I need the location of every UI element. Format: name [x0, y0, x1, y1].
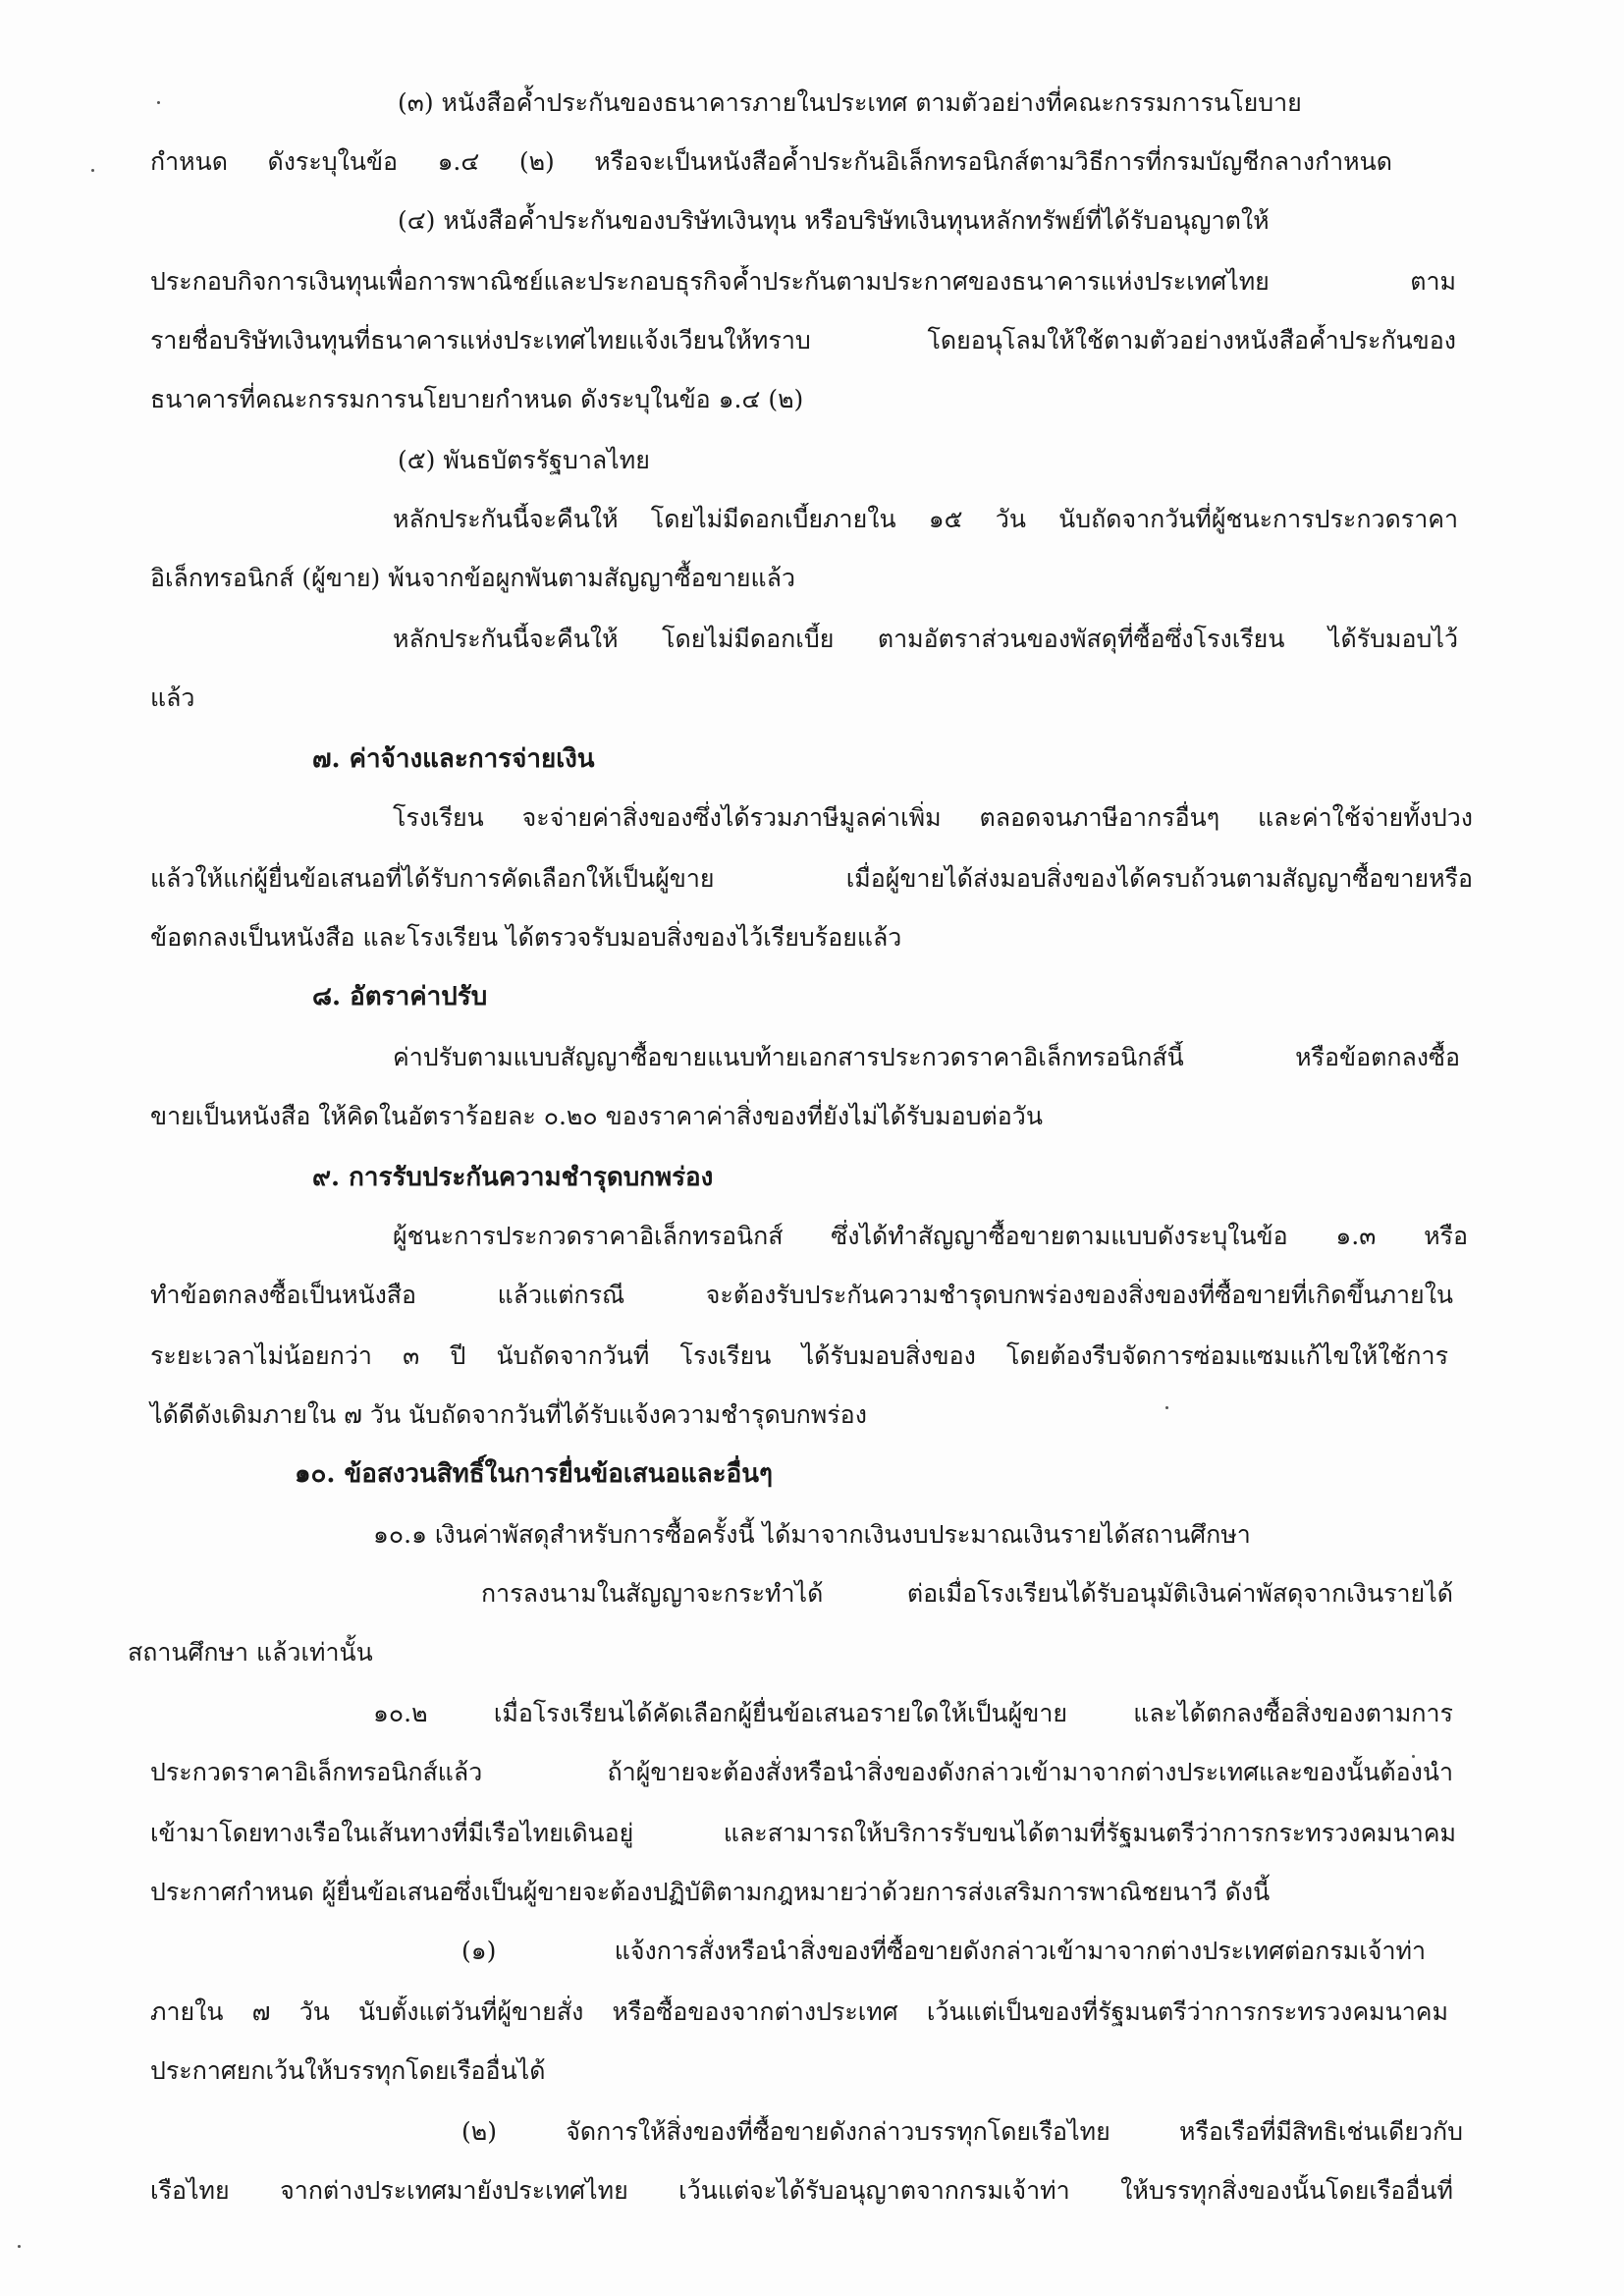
paragraph-line: ๑๐.๒ เมื่อโรงเรียนได้คัดเลือกผู้ยื่นข้อเสนอรายใดให้เป็นผู้ขาย และได้ตกลงซื้อสิ่งของตามการ — [373, 1699, 1453, 1727]
paragraph-line: ธนาคารที่คณะกรรมการนโยบายกำหนด ดังระบุในข้อ ๑.๔ (๒) — [150, 385, 804, 413]
paragraph-line: กำหนด ดังระบุในข้อ ๑.๔ (๒) หรือจะเป็นหนังสือค้ำประกันอิเล็กทรอนิกส์ตามวิธีการที่กรมบัญชีกลางกำหนด — [150, 147, 1392, 176]
paragraph-line: ผู้ชนะการประกวดราคาอิเล็กทรอนิกส์ ซึ่งได้ทำสัญญาซื้อขายตามแบบดังระบุในข้อ ๑.๓ หรือ — [393, 1222, 1468, 1250]
paragraph-line: ประกาศกำหนด ผู้ยื่นข้อเสนอซึ่งเป็นผู้ขายจะต้องปฏิบัติตามกฎหมายว่าด้วยการส่งเสริมการพาณิชยนาวี ดังนี้ — [150, 1878, 1271, 1906]
section-heading: ๘. อัตราค่าปรับ — [312, 982, 488, 1011]
paragraph-line: ระยะเวลาไม่น้อยกว่า ๓ ปี นับถัดจากวันที่ โรงเรียน ได้รับมอบสิ่งของ โดยต้องรีบจัดการซ่อมแซมแก้ไขให้ใช้การ — [150, 1341, 1448, 1370]
scan-speck — [91, 169, 94, 172]
paragraph-line: (๕) พันธบัตรรัฐบาลไทย — [398, 446, 650, 474]
paragraph-line: ประกาศยกเว้นให้บรรทุกโดยเรืออื่นได้ — [150, 2056, 546, 2085]
paragraph-line: หลักประกันนี้จะคืนให้ โดยไม่มีดอกเบี้ย ตามอัตราส่วนของพัสดุที่ซื้อซึ่งโรงเรียน ได้รับมอบไว้ — [393, 625, 1458, 653]
paragraph-line: เรือไทย จากต่างประเทศมายังประเทศไทย เว้นแต่จะได้รับอนุญาตจากกรมเจ้าท่า ให้บรรทุกสิ่งของนั้นโดยเรืออื่นที่ — [150, 2176, 1453, 2205]
paragraph-line: รายชื่อบริษัทเงินทุนที่ธนาคารแห่งประเทศไทยแจ้งเวียนให้ทราบ โดยอนุโลมให้ใช้ตามตัวอย่างหนังสือค้ำประกันของ — [150, 326, 1456, 355]
paragraph-line: ค่าปรับตามแบบสัญญาซื้อขายแนบท้ายเอกสารประกวดราคาอิเล็กทรอนิกส์นี้ หรือข้อตกลงซื้อ — [393, 1043, 1460, 1071]
paragraph-line: อิเล็กทรอนิกส์ (ผู้ขาย) พ้นจากข้อผูกพันตามสัญญาซื้อขายแล้ว — [150, 564, 795, 592]
section-heading: ๗. ค่าจ้างและการจ่ายเงิน — [312, 744, 595, 774]
paragraph-line: สถานศึกษา แล้วเท่านั้น — [128, 1638, 373, 1667]
paragraph-line: เข้ามาโดยทางเรือในเส้นทางที่มีเรือไทยเดินอยู่ และสามารถให้บริการรับขนได้ตามที่รัฐมนตรีว่าการกระทรวงคมนาคม — [150, 1819, 1456, 1847]
paragraph-line: แล้ว — [150, 683, 195, 712]
scan-speck — [1165, 1406, 1168, 1409]
paragraph-line: (๒) จัดการให้สิ่งของที่ซื้อขายดังกล่าวบรรทุกโดยเรือไทย หรือเรือที่มีสิทธิเช่นเดียวกับ — [461, 2117, 1463, 2146]
scan-speck — [18, 2245, 21, 2248]
paragraph-line: ๑๐.๑ เงินค่าพัสดุสำหรับการซื้อครั้งนี้ ได้มาจากเงินงบประมาณเงินรายได้สถานศึกษา — [373, 1520, 1251, 1549]
scan-speck — [157, 101, 160, 104]
paragraph-line: (๑) แจ้งการสั่งหรือนำสิ่งของที่ซื้อขายดังกล่าวเข้ามาจากต่างประเทศต่อกรมเจ้าท่า — [461, 1937, 1426, 1965]
paragraph-line: ขายเป็นหนังสือ ให้คิดในอัตราร้อยละ ๐.๒๐ ของราคาค่าสิ่งของที่ยังไม่ได้รับมอบต่อวัน — [150, 1102, 1043, 1130]
paragraph-line: ได้ดีดังเดิมภายใน ๗ วัน นับถัดจากวันที่ได้รับแจ้งความชำรุดบกพร่อง — [150, 1400, 867, 1429]
paragraph-line: โรงเรียน จะจ่ายค่าสิ่งของซึ่งได้รวมภาษีมูลค่าเพิ่ม ตลอดจนภาษีอากรอื่นๆ และค่าใช้จ่ายทั้งปวง — [393, 803, 1473, 832]
paragraph-line: (๓) หนังสือค้ำประกันของธนาคารภายในประเทศ ตามตัวอย่างที่คณะกรรมการนโยบาย — [398, 88, 1302, 117]
section-heading: ๑๐. ข้อสงวนสิทธิ์ในการยื่นข้อเสนอและอื่นๆ — [295, 1459, 774, 1489]
paragraph-line: การลงนามในสัญญาจะกระทำได้ ต่อเมื่อโรงเรียนได้รับอนุมัติเงินค่าพัสดุจากเงินรายได้ — [481, 1579, 1453, 1608]
paragraph-line: ภายใน ๗ วัน นับตั้งแต่วันที่ผู้ขายสั่ง หรือซื้อของจากต่างประเทศ เว้นแต่เป็นของที่รัฐมนตรีว่าการกระทรวงคมนาคม — [150, 1997, 1448, 2026]
paragraph-line: ข้อตกลงเป็นหนังสือ และโรงเรียน ได้ตรวจรับมอบสิ่งของไว้เรียบร้อยแล้ว — [150, 923, 902, 952]
paragraph-line: ทำข้อตกลงซื้อเป็นหนังสือ แล้วแต่กรณี จะต้องรับประกันความชำรุดบกพร่องของสิ่งของที่ซื้อขายที่เกิดขึ้นภายใน — [150, 1281, 1453, 1309]
paragraph-line: ประกอบกิจการเงินทุนเพื่อการพาณิชย์และประกอบธุรกิจค้ำประกันตามประกาศของธนาคารแห่งประเทศไทย ตาม — [150, 267, 1456, 296]
section-heading: ๙. การรับประกันความชำรุดบกพร่อง — [312, 1163, 714, 1192]
paragraph-line: หลักประกันนี้จะคืนให้ โดยไม่มีดอกเบี้ยภายใน ๑๕ วัน นับถัดจากวันที่ผู้ชนะการประกวดราคา — [393, 505, 1458, 533]
paragraph-line: แล้วให้แก่ผู้ยื่นข้อเสนอที่ได้รับการคัดเลือกให้เป็นผู้ขาย เมื่อผู้ขายได้ส่งมอบสิ่งของได้ครบถ้วนตามสัญญาซื้อขายหรือ — [150, 864, 1473, 893]
paragraph-line: ประกวดราคาอิเล็กทรอนิกส์แล้ว ถ้าผู้ขายจะต้องสั่งหรือนำสิ่งของดังกล่าวเข้ามาจากต่างประเทศและของนั้นต้องนำ — [150, 1758, 1453, 1786]
paragraph-line: (๔) หนังสือค้ำประกันของบริษัทเงินทุน หรือบริษัทเงินทุนหลักทรัพย์ที่ได้รับอนุญาตให้ — [398, 206, 1270, 235]
